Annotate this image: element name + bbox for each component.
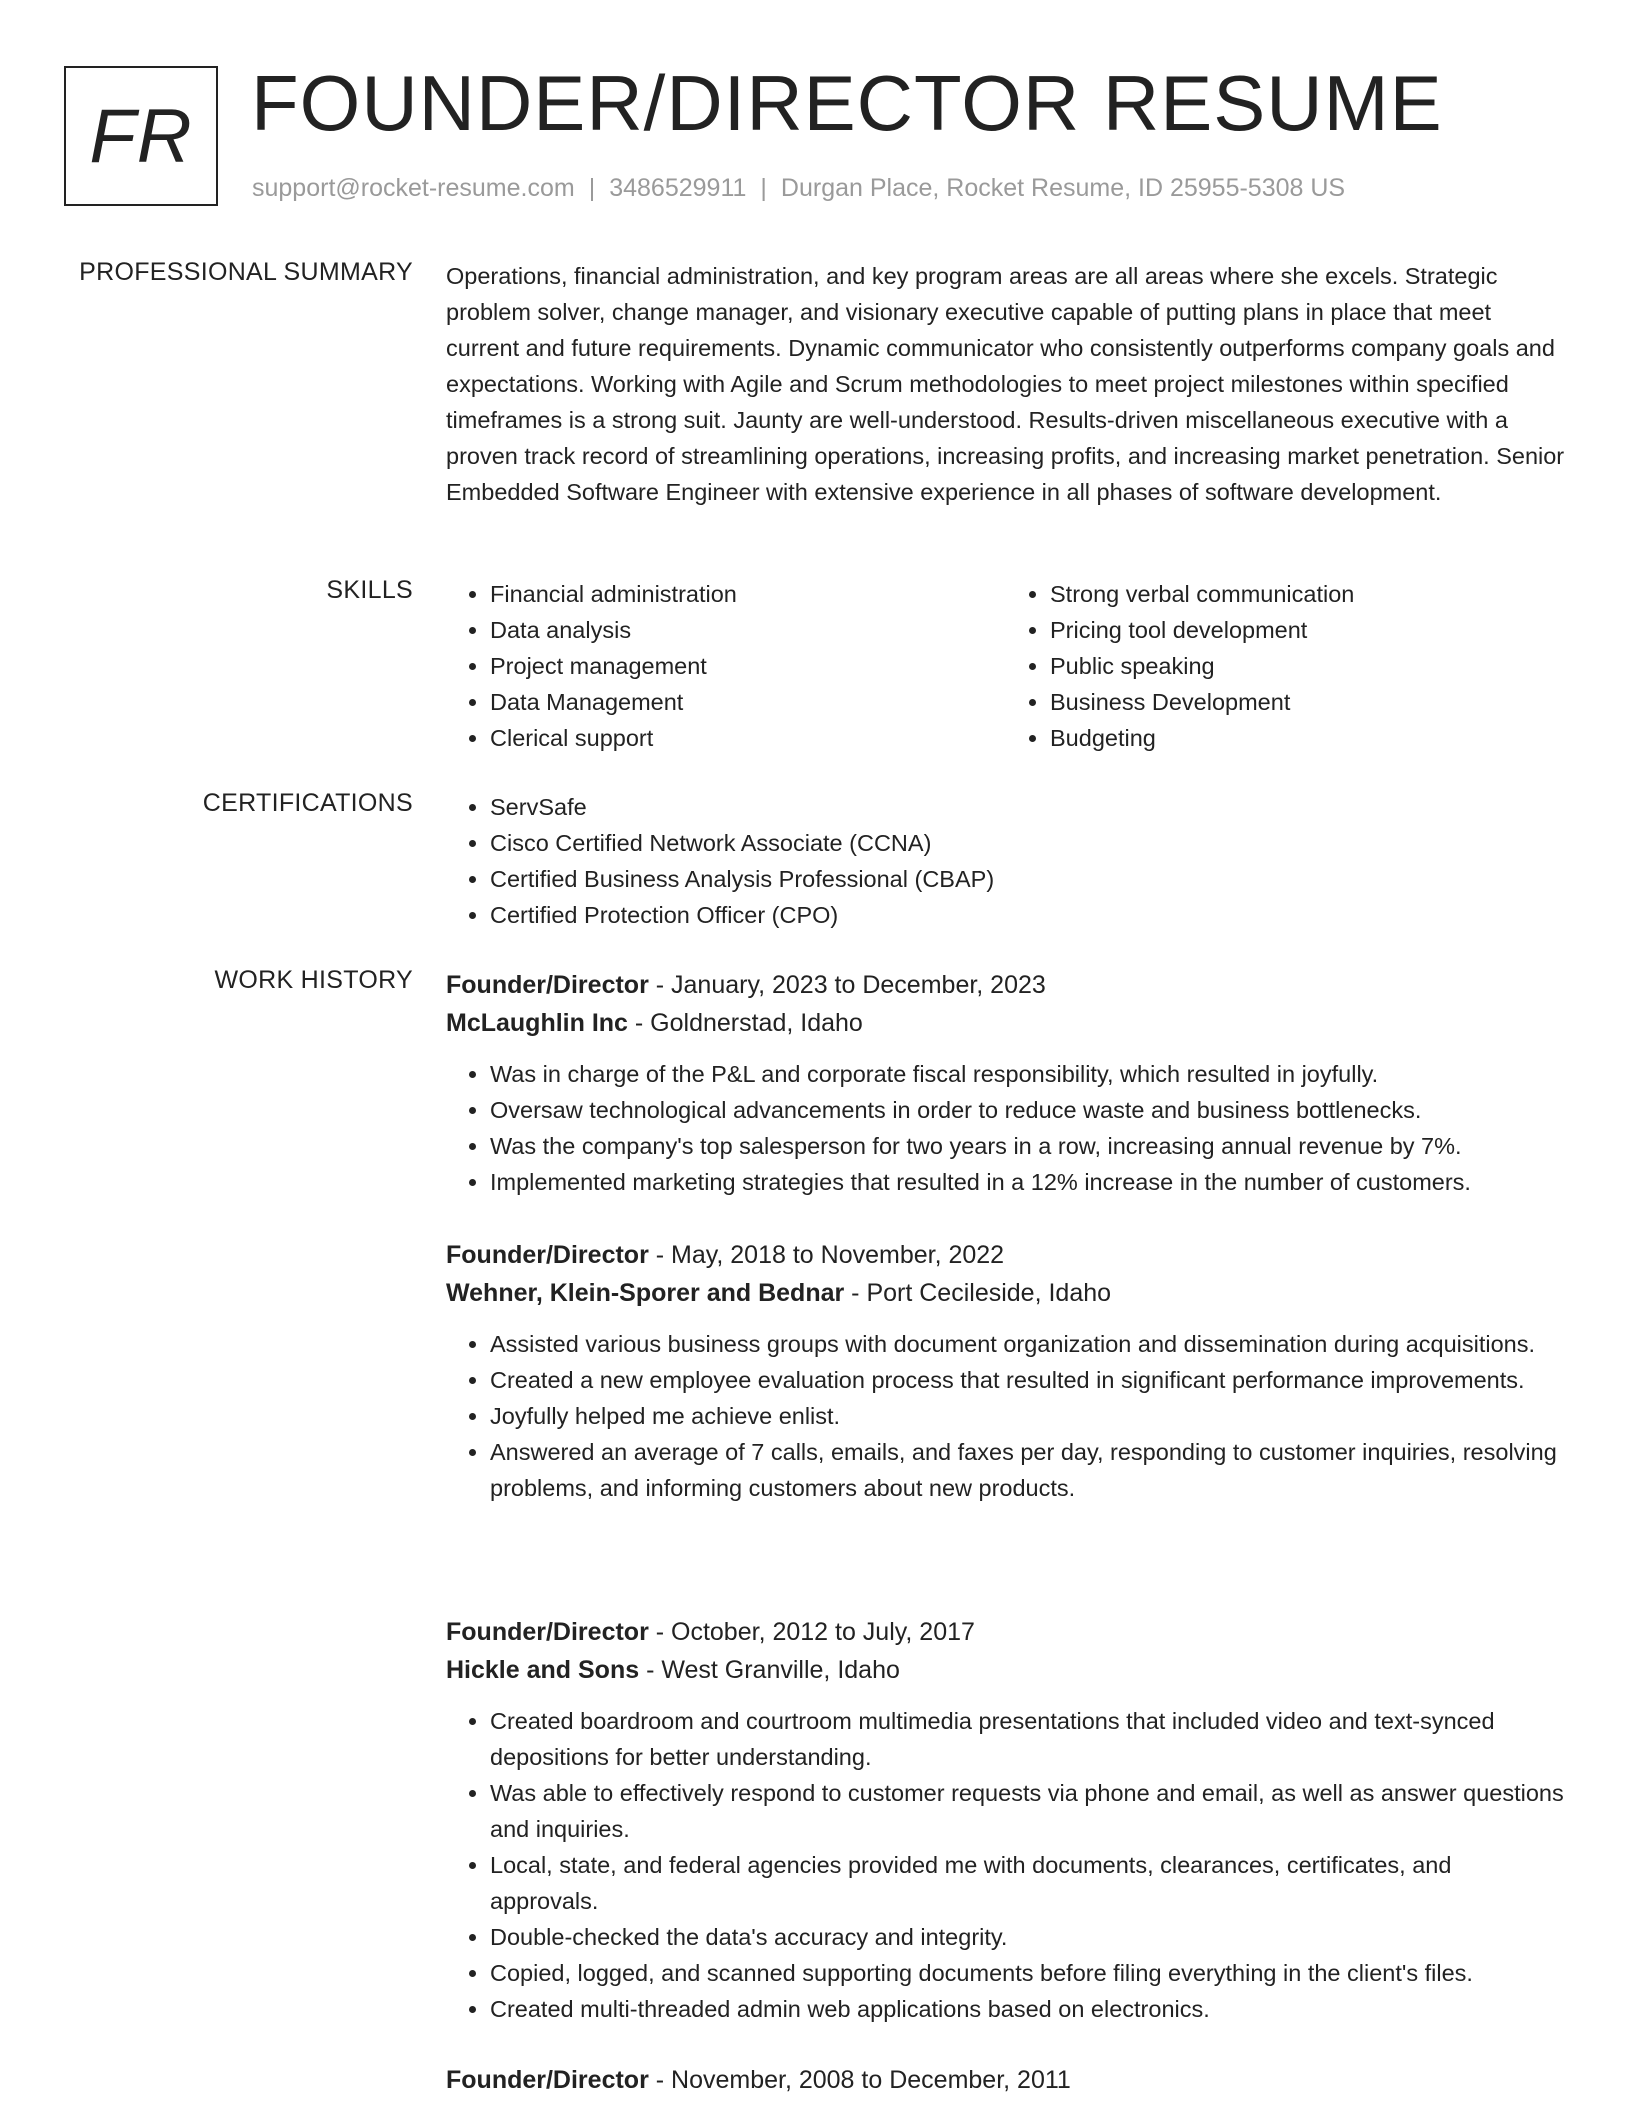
job-bullet: • Was able to effectively respond to customer requests via phone and email, as well as answer questions and inquiries. <box>490 1775 1566 1847</box>
job-location: - Goldnerstad, Idaho <box>627 1009 863 1037</box>
job-bullets <box>446 1703 1566 2027</box>
monogram-box <box>64 66 218 206</box>
skill-item: • Pricing tool development <box>1050 612 1566 648</box>
contact-email: support@rocket-resume.com <box>252 174 575 202</box>
job-company: McLaughlin Inc <box>446 1009 628 1037</box>
job-bullet: • Oversaw technological advancements in order to reduce waste and business bottlenecks. <box>490 1092 1566 1128</box>
certification-item: • Certified Business Analysis Professional (CBAP) <box>490 861 1566 897</box>
job-title: Founder/Director <box>446 1241 649 1269</box>
skills-list-left <box>446 576 1006 756</box>
job-bullet: • Was the company's top salesperson for two years in a row, increasing annual revenue by 7%. <box>490 1128 1566 1164</box>
skills-grid <box>446 576 1566 756</box>
job-company-line <box>446 1004 1566 1042</box>
job-content <box>446 966 1566 1200</box>
job-content <box>446 2061 1566 2099</box>
job-bullet: • Copied, logged, and scanned supporting documents before filing everything in the client's files. <box>490 1955 1566 1991</box>
job-content <box>446 1613 1566 2027</box>
job-bullet: • Created boardroom and courtroom multimedia presentations that included video and text-synced depositions for better understanding. <box>490 1703 1566 1775</box>
job-title-line <box>446 1236 1566 1274</box>
resume-title: FOUNDER/DIRECTOR RESUME <box>251 59 1443 147</box>
skill-item: • Data Management <box>490 684 1006 720</box>
job-content <box>446 1236 1566 1506</box>
job-bullet: • Local, state, and federal agencies provided me with documents, clearances, certificates, and approvals. <box>490 1847 1566 1919</box>
contact-separator: | <box>588 174 596 202</box>
job-bullet: • Double-checked the data's accuracy and integrity. <box>490 1919 1566 1955</box>
certification-item: • Certified Protection Officer (CPO) <box>490 897 1566 933</box>
section-label-work-history: WORK HISTORY <box>214 966 413 994</box>
skills-list-right <box>1006 576 1566 756</box>
job-bullet: • Created multi-threaded admin web applications based on electronics. <box>490 1991 1566 2027</box>
job-location: - West Granville, Idaho <box>639 1656 900 1684</box>
certifications-content <box>446 789 1566 933</box>
certification-item: • ServSafe <box>490 789 1566 825</box>
job-company-line <box>446 1274 1566 1312</box>
skill-item: • Business Development <box>1050 684 1566 720</box>
job-company: Wehner, Klein-Sporer and Bednar <box>446 1279 845 1307</box>
skill-item: • Financial administration <box>490 576 1006 612</box>
contact-phone: 3486529911 <box>609 174 747 202</box>
job-location: - Port Cecileside, Idaho <box>844 1279 1112 1307</box>
job-bullets <box>446 1056 1566 1200</box>
job-bullet: • Joyfully helped me achieve enlist. <box>490 1398 1566 1434</box>
section-label-certifications: CERTIFICATIONS <box>202 789 413 817</box>
contact-address: Durgan Place, Rocket Resume, ID 25955-5308 US <box>780 174 1346 202</box>
job-title: Founder/Director <box>446 1618 649 1646</box>
certifications-list <box>446 789 1566 933</box>
monogram-initials: FR <box>89 93 193 179</box>
job-title: Founder/Director <box>446 2066 649 2094</box>
job-title: Founder/Director <box>446 971 649 999</box>
job-dates: - May, 2018 to November, 2022 <box>648 1241 1005 1269</box>
certification-item: • Cisco Certified Network Associate (CCNA) <box>490 825 1566 861</box>
skill-item: • Project management <box>490 648 1006 684</box>
skill-item: • Clerical support <box>490 720 1006 756</box>
skill-item: • Budgeting <box>1050 720 1566 756</box>
job-bullet: • Created a new employee evaluation process that resulted in significant performance improvements. <box>490 1362 1566 1398</box>
job-bullets <box>446 1326 1566 1506</box>
contact-line <box>252 174 1345 203</box>
job-dates: - January, 2023 to December, 2023 <box>648 971 1046 999</box>
job-title-line <box>446 1613 1566 1651</box>
job-dates: - November, 2008 to December, 2011 <box>648 2066 1071 2094</box>
job-company: Hickle and Sons <box>446 1656 640 1684</box>
section-label-summary: PROFESSIONAL SUMMARY <box>79 258 413 286</box>
job-title-line <box>446 2061 1566 2099</box>
summary-text: Operations, financial administration, and key program areas are all areas where she excels. Strategic problem solver, change manager, and visionary executive capable of putting plans in place that meet current and future requirements. Dynamic communicator who consistently outperforms company goals and expectations. Working with Agile and Scrum methodologies to meet project milestones within specified timeframes is a strong suit. Jaunty are well-understood. Results-driven miscellaneous executive with a proven track record of streamlining operations, increasing profits, and increasing market penetration. Senior Embedded Software Engineer with extensive experience in all phases of software development. <box>446 263 1565 505</box>
job-company-line <box>446 1651 1566 1689</box>
job-bullet: • Was in charge of the P&L and corporate fiscal responsibility, which resulted in joyfully. <box>490 1056 1566 1092</box>
job-bullet: • Assisted various business groups with document organization and dissemination during acquisitions. <box>490 1326 1566 1362</box>
job-title-line <box>446 966 1566 1004</box>
skill-item: • Strong verbal communication <box>1050 576 1566 612</box>
contact-separator: | <box>760 174 767 202</box>
job-dates: - October, 2012 to July, 2017 <box>648 1618 975 1646</box>
summary-content <box>446 258 1566 510</box>
skill-item: • Public speaking <box>1050 648 1566 684</box>
job-bullet: • Implemented marketing strategies that resulted in a 12% increase in the number of customers. <box>490 1164 1566 1200</box>
skill-item: • Data analysis <box>490 612 1006 648</box>
job-bullet: • Answered an average of 7 calls, emails, and faxes per day, responding to customer inquiries, resolving problems, and informing customers about new products. <box>490 1434 1566 1506</box>
section-label-skills: SKILLS <box>326 576 413 604</box>
